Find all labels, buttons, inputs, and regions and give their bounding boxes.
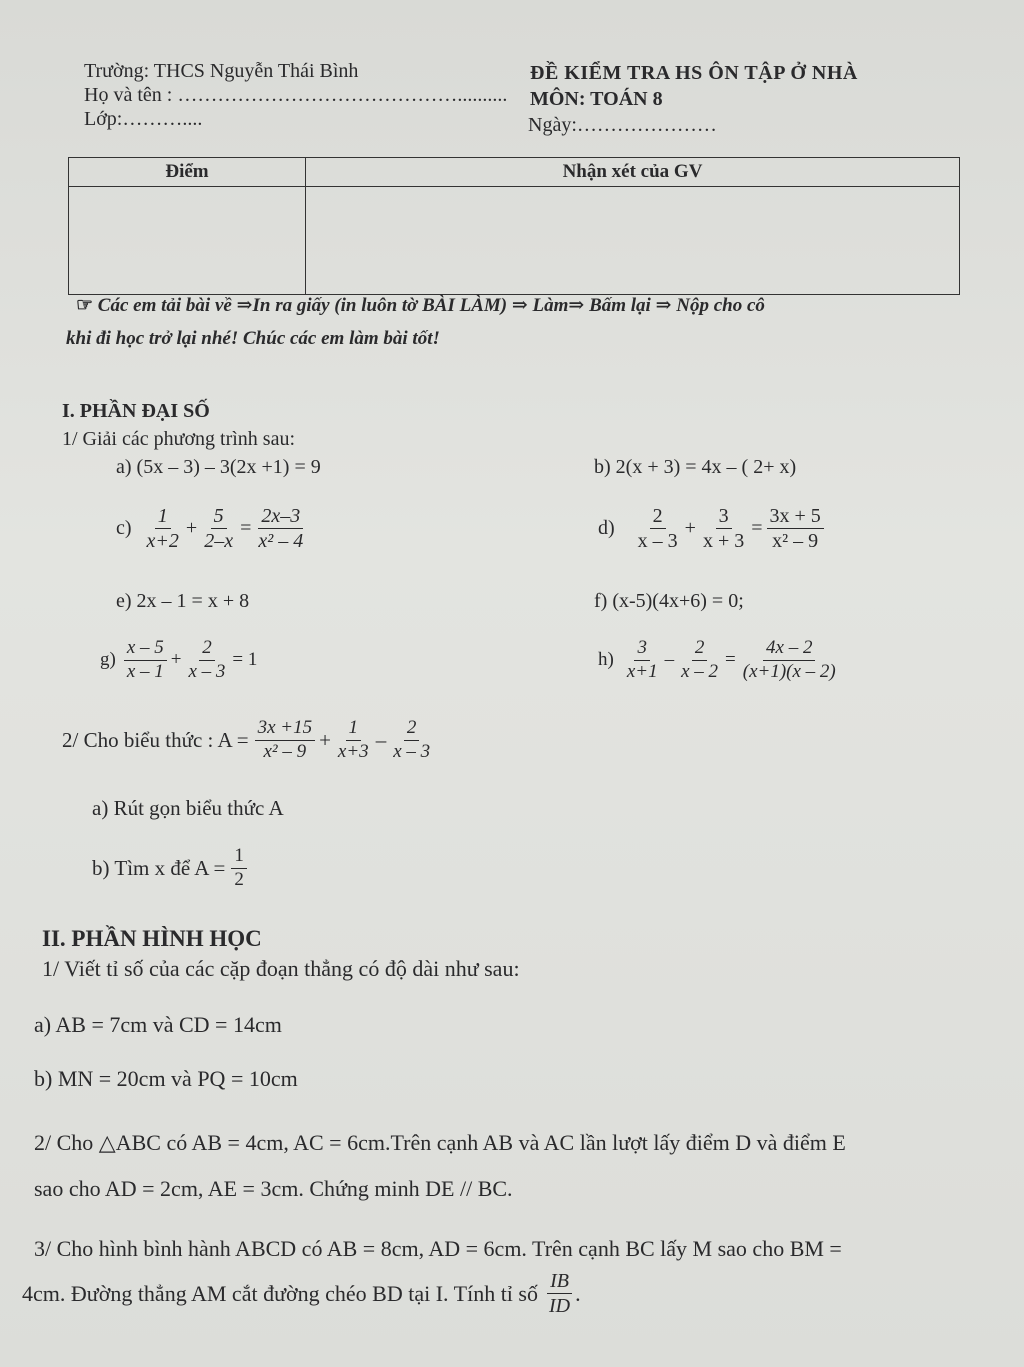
denominator: x+1 — [626, 660, 658, 682]
numerator: 1 — [231, 846, 247, 869]
geometry-q3-line-2: 4cm. Đường thẳng AM cắt đường chéo BD tại I. Tính tỉ số $\frac{IB}{ID}$ . — [22, 1270, 581, 1317]
denominator: ID — [548, 1295, 571, 1317]
numerator: 1 — [155, 505, 171, 529]
numerator: 2 — [650, 505, 666, 529]
equation-b-label: b) — [594, 456, 611, 478]
fraction — [678, 638, 721, 683]
numerator: IB — [547, 1270, 572, 1294]
expression-a: 2/ Cho biểu thức : A = $\frac{3x +15}{\text{x² – 9}}$ + $\frac{1}{x+3}$ – $\frac{2}{x - 3}$ — [62, 718, 435, 763]
equation-c-label: c) — [116, 517, 132, 539]
subject: MÔN: TOÁN 8 — [530, 88, 663, 110]
equation-f — [594, 590, 744, 613]
algebra-section-title: I. PHẦN ĐẠI SỐ — [62, 400, 210, 422]
equation-f-expr: (x-5)(4x+6) = 0; — [612, 590, 744, 612]
numerator: 2x–3 — [258, 505, 303, 529]
equation-a-expr: (5x – 3) – 3(2x +1) = 9 — [136, 456, 321, 478]
equation-c: c) $\frac{1}{x+2}$ + $\frac{5}{2-x}$ = $\frac{2x-3}{\text{x² – 4}}$ — [116, 505, 308, 552]
fraction — [124, 638, 167, 683]
equation-h-label: h) — [598, 649, 614, 671]
score-cell — [69, 187, 306, 295]
class-label: Lớp: — [84, 108, 123, 130]
numerator: 1 — [346, 718, 362, 741]
part-b-text: b) Tìm x để A = — [92, 855, 226, 880]
q3-text: 4cm. Đường thẳng AM cắt đường chéo BD tại I. Tính tỉ số — [22, 1280, 538, 1306]
comment-header: Nhận xét của GV — [306, 158, 960, 187]
algebra-q1-title: 1/ Giải các phương trình sau: — [62, 428, 296, 450]
equation-h: h) $\frac{3}{x+1}$ – $\frac{2}{x - 2}$ = $\frac{4x - 2}{(x+1)(x - 2)}$ — [598, 638, 841, 683]
school-name: Trường: THCS Nguyễn Thái Bình — [84, 60, 359, 82]
fraction — [624, 638, 661, 683]
denominator: x – 2 — [681, 660, 719, 682]
fraction — [185, 638, 228, 683]
numerator: 3x + 5 — [767, 505, 824, 529]
denominator: x – 1 — [126, 660, 164, 682]
equation-b — [594, 456, 796, 479]
equation-a — [116, 456, 321, 479]
numerator: 3 — [634, 638, 650, 661]
equation-g-rhs: = 1 — [232, 649, 258, 671]
geometry-q1-a: a) AB = 7cm và CD = 14cm — [34, 1012, 282, 1037]
denominator: x² – 9 — [263, 740, 307, 762]
fraction — [767, 505, 824, 552]
score-header: Điểm — [69, 158, 306, 187]
fraction — [335, 718, 372, 763]
fraction — [546, 1270, 573, 1317]
numerator: 2 — [404, 718, 420, 741]
numerator: 5 — [211, 505, 227, 529]
class-line — [84, 108, 202, 131]
equation-b-expr: 2(x + 3) = 4x – ( 2+ x) — [615, 456, 797, 478]
denominator: x² – 4 — [258, 530, 304, 552]
equation-d: d) $\frac{2}{x - 3}$ + $\frac{3}{x + 3}$ = $\frac{3x + 5}{\text{x² – 9}}$ — [598, 505, 826, 552]
fraction — [201, 505, 236, 552]
denominator: x² – 9 — [772, 530, 819, 552]
geometry-q2-line-2: sao cho AD = 2cm, AE = 3cm. Chứng minh DE // BC. — [34, 1176, 513, 1201]
denominator: (x+1)(x – 2) — [742, 660, 836, 682]
date-label: Ngày: — [528, 114, 577, 136]
name-dots: …………………………………….......... — [177, 84, 508, 106]
numerator: 3 — [716, 505, 732, 529]
fraction — [255, 718, 316, 763]
denominator: x – 3 — [637, 530, 678, 552]
numerator: 4x – 2 — [763, 638, 815, 661]
denominator: x – 3 — [188, 660, 226, 682]
pointing-hand-icon: ☞ — [76, 295, 94, 316]
expression-a-label: 2/ Cho biểu thức : A = — [62, 727, 249, 752]
denominator: 2–x — [204, 530, 234, 552]
denominator: x + 3 — [702, 530, 745, 552]
denominator: x+3 — [337, 740, 369, 762]
numerator: 2 — [199, 638, 215, 661]
denominator: 2 — [234, 868, 244, 890]
numerator: 2 — [692, 638, 708, 661]
geometry-q1-title: 1/ Viết tỉ số của các cặp đoạn thẳng có độ dài như sau: — [42, 956, 520, 981]
fraction — [231, 846, 247, 891]
geometry-q3-line-1: 3/ Cho hình bình hành ABCD có AB = 8cm, AD = 6cm. Trên cạnh BC lấy M sao cho BM = — [34, 1236, 842, 1261]
class-dots: ……….... — [122, 108, 203, 130]
numerator: 3x +15 — [255, 718, 316, 741]
denominator: x – 3 — [393, 740, 431, 762]
grade-table — [68, 157, 960, 295]
fraction — [740, 638, 839, 683]
denominator: x+2 — [146, 530, 179, 552]
geometry-q2-line-1: 2/ Cho △ABC có AB = 4cm, AC = 6cm.Trên cạnh AB và AC lần lượt lấy điểm D và điểm E — [34, 1130, 846, 1155]
equation-e-label: e) — [116, 590, 132, 612]
comment-cell — [306, 187, 960, 295]
fraction — [144, 505, 182, 552]
name-label: Họ và tên : — [84, 84, 173, 106]
student-name-line — [84, 84, 507, 107]
expression-a-part-a: a) Rút gọn biểu thức A — [92, 796, 284, 820]
equation-g-label: g) — [100, 649, 116, 671]
equation-e-expr: 2x – 1 = x + 8 — [136, 590, 250, 612]
equation-g: g) $\frac{x - 5}{x - 1}$ + $\frac{2}{x - 3}$ = 1 — [100, 637, 258, 682]
equation-e — [116, 590, 249, 613]
expression-a-part-b — [92, 846, 249, 891]
date-line — [528, 114, 717, 137]
fraction — [635, 505, 681, 552]
numerator: x – 5 — [124, 638, 167, 661]
fraction — [390, 718, 433, 763]
fraction — [700, 505, 747, 552]
equation-a-label: a) — [116, 456, 132, 478]
geometry-q1-b: b) MN = 20cm và PQ = 10cm — [34, 1066, 298, 1091]
date-dots: ………………… — [576, 114, 717, 136]
instruction-line-2: khi đi học trở lại nhé! Chúc các em làm bài tốt! — [66, 328, 440, 349]
geometry-section-title: II. PHẦN HÌNH HỌC — [42, 926, 262, 951]
exam-title: ĐỀ KIỂM TRA HS ÔN TẬP Ở NHÀ — [530, 62, 858, 84]
instruction-text-1: Các em tải bài về ⇒In ra giấy (in luôn tờ BÀI LÀM) ⇒ Làm⇒ Bấm lại ⇒ Nộp cho cô — [97, 295, 765, 316]
fraction — [255, 505, 306, 552]
equation-d-label: d) — [598, 517, 615, 539]
equation-f-label: f) — [594, 590, 608, 612]
instruction-line-1 — [76, 294, 765, 317]
